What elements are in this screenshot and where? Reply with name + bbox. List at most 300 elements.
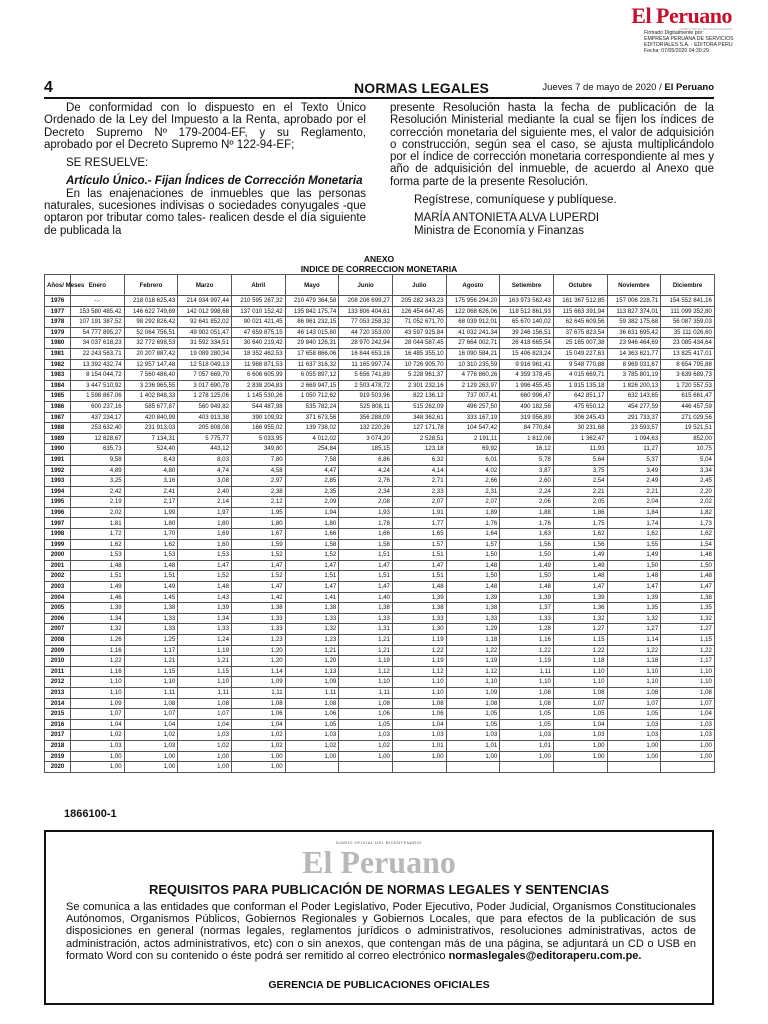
index-cell: 1,03 (500, 730, 554, 741)
index-cell: 1,52 (285, 550, 339, 561)
index-cell (607, 762, 661, 773)
el-peruano-logo: El Peruano (631, 3, 732, 28)
index-cell: 2 191,11 (446, 433, 500, 444)
index-cell: 1,05 (500, 709, 554, 720)
index-cell: 1,32 (553, 613, 607, 624)
year-cell: 1991 (45, 454, 71, 465)
index-cell: 210 595 267,32 (231, 296, 285, 307)
index-cell: 59 382 175,68 (607, 317, 661, 328)
index-cell: 1,19 (339, 656, 393, 667)
index-cell: 2,21 (553, 486, 607, 497)
index-cell: 1,19 (178, 645, 232, 656)
index-cell: 19 521,51 (661, 423, 715, 434)
index-cell (661, 762, 715, 773)
index-cell: 84 770,84 (500, 423, 554, 434)
index-cell: 1,80 (124, 518, 178, 529)
index-cell: 1,11 (285, 687, 339, 698)
index-cell: 1,22 (392, 645, 446, 656)
index-cell: 1 826 200,13 (607, 380, 661, 391)
table-row (45, 740, 715, 751)
year-cell: 1978 (45, 317, 71, 328)
index-cell: 26 418 665,54 (500, 338, 554, 349)
table-row (45, 719, 715, 730)
index-cell: 2,08 (339, 497, 393, 508)
index-cell: 1,00 (553, 751, 607, 762)
index-cell: 348 362,61 (392, 412, 446, 423)
index-cell: 271 029,56 (661, 412, 715, 423)
month-header: Agosto (446, 275, 500, 296)
table-row (45, 454, 715, 465)
index-cell: 1,03 (124, 740, 178, 751)
index-cell: 1,10 (607, 666, 661, 677)
index-cell: 1,03 (71, 740, 125, 751)
index-cell: 496 257,50 (446, 401, 500, 412)
index-cell: 3 236 965,55 (124, 380, 178, 391)
index-cell: 1,49 (71, 582, 125, 593)
year-cell: 2004 (45, 592, 71, 603)
month-header: Julio (392, 275, 446, 296)
index-cell: 1,38 (124, 603, 178, 614)
table-row (45, 592, 715, 603)
index-cell: 1,07 (607, 698, 661, 709)
index-cell: 2,66 (446, 476, 500, 487)
index-cell: 1,21 (178, 656, 232, 667)
index-cell: 13 392 432,74 (71, 359, 125, 370)
index-cell: 1,77 (392, 518, 446, 529)
month-header: Diciembre (661, 275, 715, 296)
index-cell: 333 167,19 (446, 412, 500, 423)
index-cell: 490 182,56 (500, 401, 554, 412)
index-cell: 2,42 (71, 486, 125, 497)
year-cell: 1993 (45, 476, 71, 487)
masthead-subtitle: DIARIO OFICIAL DEL BICENTENARIO (679, 27, 732, 31)
index-cell: 1,56 (553, 539, 607, 550)
index-cell: 3,49 (607, 465, 661, 476)
index-cell: 1,62 (124, 539, 178, 550)
index-cell: 1,26 (71, 635, 125, 646)
index-cell: 1,00 (285, 751, 339, 762)
year-cell: 2010 (45, 656, 71, 667)
index-cell: 1,02 (178, 740, 232, 751)
index-cell: 1,06 (285, 709, 339, 720)
index-cell: 1,30 (392, 624, 446, 635)
table-row (45, 465, 715, 476)
year-cell: 1987 (45, 412, 71, 423)
index-cell: 1,00 (231, 762, 285, 773)
index-cell: 1,22 (446, 645, 500, 656)
index-cell: 1,37 (500, 603, 554, 614)
index-cell: 1,33 (124, 624, 178, 635)
index-cell: 1,34 (178, 613, 232, 624)
year-cell: 2017 (45, 730, 71, 741)
table-row (45, 433, 715, 444)
index-cell: 822 136,12 (392, 391, 446, 402)
index-cell: 7 057 669,70 (178, 370, 232, 381)
index-cell: 1,47 (339, 560, 393, 571)
year-cell: 1979 (45, 327, 71, 338)
index-cell: 1,03 (446, 730, 500, 741)
year-cell: 2015 (45, 709, 71, 720)
index-cell: 1,66 (285, 529, 339, 540)
year-cell: 1986 (45, 401, 71, 412)
index-cell: 1,11 (339, 687, 393, 698)
index-cell: 1,33 (231, 613, 285, 624)
index-cell: 6,32 (392, 454, 446, 465)
index-cell: 43 597 925,84 (392, 327, 446, 338)
index-cell: 15 049 227,63 (553, 348, 607, 359)
year-cell: 1981 (45, 348, 71, 359)
index-cell: 1,05 (285, 719, 339, 730)
index-cell: 175 956 294,20 (446, 296, 500, 307)
annex-title (44, 254, 714, 274)
index-cell: 5 775,77 (178, 433, 232, 444)
index-cell: 2 301 232,16 (392, 380, 446, 391)
index-cell: 2,54 (553, 476, 607, 487)
index-cell: 3 639 689,73 (661, 370, 715, 381)
index-cell: 1,05 (607, 709, 661, 720)
index-cell: 454 277,59 (607, 401, 661, 412)
index-cell: 2,07 (392, 497, 446, 508)
index-cell: 390 109,92 (231, 412, 285, 423)
index-cell: 71 052 671,70 (392, 317, 446, 328)
index-cell: 1,00 (392, 751, 446, 762)
index-cell: 4 015 669,71 (553, 370, 607, 381)
index-cell: 1,15 (661, 635, 715, 646)
index-cell: 1,12 (446, 666, 500, 677)
index-cell: 1,53 (178, 550, 232, 561)
index-cell: 161 367 512,85 (553, 296, 607, 307)
index-cell: 1 145 530,26 (231, 391, 285, 402)
index-cell: 2,71 (392, 476, 446, 487)
index-cell: 16 844 653,16 (339, 348, 393, 359)
index-cell: 1,14 (607, 635, 661, 646)
index-cell: 1,00 (178, 762, 232, 773)
table-row (45, 444, 715, 455)
index-cell: 635,73 (71, 444, 125, 455)
annex-heading: ANEXO (363, 254, 395, 264)
index-cell: 1,33 (339, 613, 393, 624)
index-cell: 1,50 (500, 571, 554, 582)
index-cell: 2,49 (607, 476, 661, 487)
table-body (45, 296, 715, 773)
index-cell: 3,34 (661, 465, 715, 476)
index-cell: 1,00 (553, 740, 607, 751)
month-header: Noviembre (607, 275, 661, 296)
corner-header: Años/ Meses (45, 275, 71, 296)
index-cell: 1,19 (392, 635, 446, 646)
index-cell: 1,27 (661, 624, 715, 635)
index-cell: 5,78 (500, 454, 554, 465)
index-cell: 1,08 (178, 698, 232, 709)
index-cell: 10 310 235,59 (446, 359, 500, 370)
index-cell: 1,00 (500, 751, 554, 762)
index-cell: 5 228 961,37 (392, 370, 446, 381)
index-cell: 1,08 (607, 687, 661, 698)
index-cell: 560 949,82 (178, 401, 232, 412)
index-cell: 14 363 621,77 (607, 348, 661, 359)
index-cell: 1,08 (285, 698, 339, 709)
table-row (45, 401, 715, 412)
year-cell: 1989 (45, 433, 71, 444)
year-cell: 1977 (45, 306, 71, 317)
index-cell: 1,08 (500, 698, 554, 709)
index-cell: 36 631 695,42 (607, 327, 661, 338)
index-cell: 1,64 (446, 529, 500, 540)
index-cell: 1,02 (231, 730, 285, 741)
index-cell: 1,08 (231, 698, 285, 709)
index-cell: 5 656 741,89 (339, 370, 393, 381)
paper-name: El Peruano (664, 82, 714, 93)
index-cell: 1,41 (285, 592, 339, 603)
index-cell: 185,15 (339, 444, 393, 455)
index-cell: 1,50 (500, 550, 554, 561)
index-cell: 4 359 378,45 (500, 370, 554, 381)
index-cell: 1,00 (607, 740, 661, 751)
index-cell: 1,38 (231, 603, 285, 614)
index-cell: 11 988 871,53 (231, 359, 285, 370)
index-cell: 1 094,63 (607, 433, 661, 444)
index-cell: 1,38 (392, 603, 446, 614)
index-cell: 1,09 (446, 687, 500, 698)
index-cell: 1,39 (553, 592, 607, 603)
index-cell: 1,73 (661, 518, 715, 529)
index-cell: 1,32 (71, 624, 125, 635)
index-cell: 1,08 (446, 698, 500, 709)
index-cell: 137 010 152,42 (231, 306, 285, 317)
index-cell: 1,95 (231, 507, 285, 518)
index-cell: 1,60 (178, 539, 232, 550)
index-cell: 1 720 557,53 (661, 380, 715, 391)
signer-name: MARÍA ANTONIETA ALVA LUPERDI (414, 212, 600, 225)
table-row (45, 666, 715, 677)
index-cell: 1,47 (392, 560, 446, 571)
index-cell: 1,33 (392, 613, 446, 624)
index-cell: 1,32 (661, 613, 715, 624)
index-cell: 231 913,03 (124, 423, 178, 434)
index-cell (392, 762, 446, 773)
table-row (45, 486, 715, 497)
index-cell: 208 206 699,27 (339, 296, 393, 307)
index-cell: 16 090 584,21 (446, 348, 500, 359)
index-cell: 113 827 374,01 (607, 306, 661, 317)
index-cell: 1,18 (446, 635, 500, 646)
index-cell: 133 806 404,61 (339, 306, 393, 317)
index-cell: 1,10 (71, 677, 125, 688)
index-cell: 52 064 756,51 (124, 327, 178, 338)
year-cell: 2011 (45, 666, 71, 677)
index-cell: 154 552 841,16 (661, 296, 715, 307)
index-cell: 3 447 510,92 (71, 380, 125, 391)
index-cell (500, 762, 554, 773)
index-cell: 349,80 (231, 444, 285, 455)
index-cell: 1 402 848,33 (124, 391, 178, 402)
index-cell: 1,18 (553, 656, 607, 667)
index-cell: 1,47 (661, 582, 715, 593)
index-cell: 1,00 (607, 751, 661, 762)
index-cell: 1,80 (178, 518, 232, 529)
table-row (45, 338, 715, 349)
index-cell: 1,04 (661, 709, 715, 720)
index-cell: 852,00 (661, 433, 715, 444)
index-cell: 1,01 (446, 740, 500, 751)
table-row (45, 656, 715, 667)
index-cell: 135 842 175,74 (285, 306, 339, 317)
table-row (45, 497, 715, 508)
index-cell: 1,03 (607, 730, 661, 741)
signature-line: EMPRESA PERUANA DE SERVICIOS (644, 36, 734, 42)
contact-email[interactable]: normaslegales@editoraperu.com.pe. (448, 949, 642, 962)
index-cell: 6,01 (446, 454, 500, 465)
index-cell: 13 825 417,01 (661, 348, 715, 359)
index-cell: 1,24 (178, 635, 232, 646)
index-cell: 2,17 (124, 497, 178, 508)
month-header: Enero (71, 275, 125, 296)
table-row (45, 296, 715, 307)
index-cell: 1,05 (446, 709, 500, 720)
index-cell: 1,03 (607, 719, 661, 730)
year-cell: 2008 (45, 635, 71, 646)
article-title: Artículo Único.- Fijan Índices de Corrección Monetaria (66, 175, 363, 188)
index-cell: 1,08 (339, 698, 393, 709)
index-cell: 1,69 (178, 529, 232, 540)
index-cell: 1,32 (607, 613, 661, 624)
index-cell: 1 278 125,06 (178, 391, 232, 402)
index-cell: 1,58 (339, 539, 393, 550)
index-cell: 1,05 (446, 719, 500, 730)
month-header: Junio (339, 275, 393, 296)
index-cell: 1,51 (71, 571, 125, 582)
month-header: Febrero (124, 275, 178, 296)
index-cell: 1,10 (446, 677, 500, 688)
index-cell: 1,50 (661, 560, 715, 571)
index-cell: 1,39 (500, 592, 554, 603)
table-row (45, 507, 715, 518)
table-header-row (45, 275, 715, 296)
index-cell: 1,35 (607, 603, 661, 614)
index-cell: 1,38 (661, 592, 715, 603)
index-cell: 1,16 (71, 666, 125, 677)
table-row (45, 762, 715, 773)
index-cell: 4,14 (392, 465, 446, 476)
index-cell: 1,00 (178, 751, 232, 762)
index-cell: 1,86 (553, 507, 607, 518)
index-cell: 1,82 (661, 507, 715, 518)
index-cell: 1,10 (553, 666, 607, 677)
annex-subheading: INDICE DE CORRECCION MONETARIA (300, 264, 458, 274)
index-cell: 1,99 (124, 507, 178, 518)
index-cell: 1,51 (392, 571, 446, 582)
signature-line: Firmado Digitalmente por: (644, 30, 704, 36)
index-cell: 919 503,96 (339, 391, 393, 402)
date-text: Jueves 7 de mayo de 2020 / (542, 82, 662, 93)
index-cell: 8,03 (178, 454, 232, 465)
index-cell: 16 485 355,10 (392, 348, 446, 359)
index-cell: 1,20 (231, 656, 285, 667)
index-cell: 126 454 647,45 (392, 306, 446, 317)
index-cell: 1,00 (231, 751, 285, 762)
index-cell: -.- (71, 296, 125, 307)
index-cell: 92 641 852,02 (178, 317, 232, 328)
index-cell: 31 592 334,51 (178, 338, 232, 349)
section-title: NORMAS LEGALES (354, 80, 490, 96)
table-row (45, 423, 715, 434)
index-cell: 1,10 (124, 677, 178, 688)
index-cell: 2,09 (285, 497, 339, 508)
index-cell: 1,39 (446, 592, 500, 603)
index-cell: 1,03 (392, 730, 446, 741)
year-cell: 2002 (45, 571, 71, 582)
index-cell: 1,59 (231, 539, 285, 550)
index-cell: 146 622 749,69 (124, 306, 178, 317)
index-cell: 142 012 998,68 (178, 306, 232, 317)
index-cell: 1,08 (661, 687, 715, 698)
index-cell: 1,47 (285, 560, 339, 571)
index-cell: 1,00 (661, 751, 715, 762)
index-cell: 1,04 (392, 719, 446, 730)
index-cell: 1,12 (339, 666, 393, 677)
table-row (45, 603, 715, 614)
year-cell: 1983 (45, 370, 71, 381)
index-cell: 525 808,11 (339, 401, 393, 412)
index-cell: 2 528,51 (392, 433, 446, 444)
page-header (44, 79, 714, 99)
index-cell: 12 957 147,48 (124, 359, 178, 370)
index-cell: 132 220,26 (339, 423, 393, 434)
index-cell: 632 143,65 (607, 391, 661, 402)
table-row (45, 518, 715, 529)
announcement-text: Se comunica a las entidades que conforman el Poder Legislativo, Poder Ejecutivo, Poder Judicial, Organismos Constitucionales Autónomos, Organismos Públicos, Gobiernos Regionales y Gobiernos Locales, que para efectos de la publicación de sus disposiciones en general (normas legales, reglamentos jurídicos o administrativos, resoluciones administrativas, actos de administración, actos administrativos, etc) con o sin anexos, que contengan más de una página, se adjuntará un CD o USB en formato Word con su contenido o éste podrá ser remitido al correo electrónico (66, 901, 696, 962)
index-cell: 2 838 204,83 (231, 380, 285, 391)
index-cell: 1,93 (339, 507, 393, 518)
index-cell: 4,02 (446, 465, 500, 476)
index-cell: 1,19 (446, 656, 500, 667)
year-cell: 1982 (45, 359, 71, 370)
index-cell: 1 362,47 (553, 433, 607, 444)
index-cell: 18 352 462,53 (231, 348, 285, 359)
index-cell: 28 044 587,45 (392, 338, 446, 349)
index-cell: 1,08 (392, 698, 446, 709)
index-cell: 49 902 051,47 (178, 327, 232, 338)
index-cell: 1,39 (392, 592, 446, 603)
article-body: En las enajenaciones de inmuebles que las personas naturales, sucesiones indivisas o sociedades conyugales -que optaron por tributar como tales- realicen desde el día siguiente de publicada la (44, 187, 366, 237)
table-row (45, 370, 715, 381)
table-row (45, 687, 715, 698)
paragraph-resolves: SE RESUELVE: (66, 157, 149, 170)
index-cell: 1,09 (231, 677, 285, 688)
index-cell: 1,76 (500, 518, 554, 529)
index-cell: 306 245,43 (553, 412, 607, 423)
index-cell: 1,63 (500, 529, 554, 540)
index-cell: 2 669 947,15 (285, 380, 339, 391)
index-cell: 1,47 (231, 582, 285, 593)
index-cell: 1,00 (71, 762, 125, 773)
index-cell: 107 191 387,52 (71, 317, 125, 328)
index-cell: 1,38 (446, 603, 500, 614)
left-column (44, 102, 366, 237)
index-cell: 1,08 (500, 687, 554, 698)
index-cell: 1,89 (446, 507, 500, 518)
index-cell: 1,01 (500, 740, 554, 751)
index-cell: 1,48 (392, 582, 446, 593)
index-cell: 8 154 044,72 (71, 370, 125, 381)
index-cell: 7,58 (285, 454, 339, 465)
index-cell: 1,17 (124, 645, 178, 656)
index-cell: 1,16 (71, 645, 125, 656)
index-cell: 1,21 (339, 645, 393, 656)
index-cell: 2,05 (553, 497, 607, 508)
index-cell: 1,20 (285, 656, 339, 667)
index-cell: 1,02 (339, 740, 393, 751)
